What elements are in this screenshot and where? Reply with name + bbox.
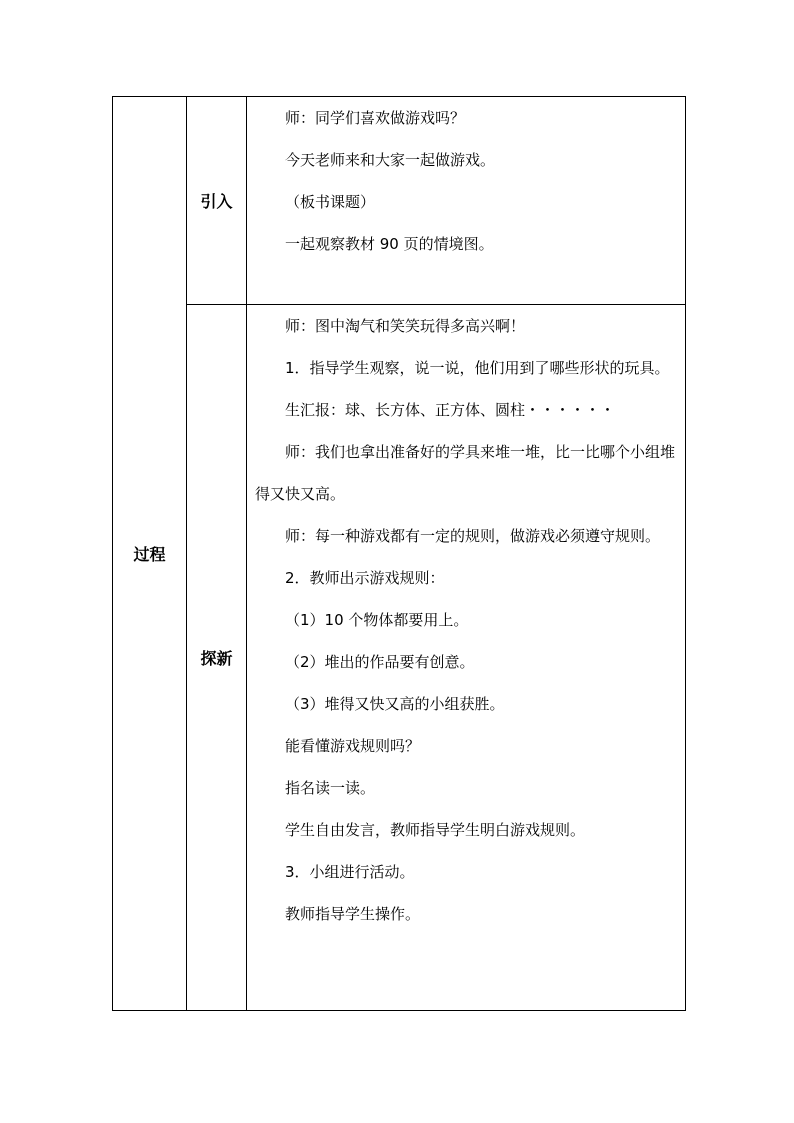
intro-label-cell bbox=[187, 97, 247, 305]
intro-line: 一起观察教材 90 页的情境图。 bbox=[285, 235, 494, 253]
explore-line: 师：每一种游戏都有一定的规则，做游戏必须遵守规则。 bbox=[285, 527, 661, 545]
explore-line: 2．教师出示游戏规则： bbox=[285, 569, 445, 587]
explore-label-cell bbox=[187, 305, 247, 1011]
lesson-plan-table bbox=[112, 96, 686, 1011]
explore-line: （3）堆得又快又高的小组获胜。 bbox=[285, 695, 505, 713]
explore-line: （1）10 个物体都要用上。 bbox=[285, 611, 469, 629]
explore-line: 能看懂游戏规则吗？ bbox=[285, 737, 421, 755]
explore-line: 指名读一读。 bbox=[285, 779, 376, 797]
stage-label: 过程 bbox=[133, 545, 166, 564]
explore-row bbox=[113, 305, 686, 1011]
explore-line: 学生自由发言，教师指导学生明白游戏规则。 bbox=[285, 821, 586, 839]
explore-line: 1．指导学生观察，说一说，他们用到了哪些形状的玩具。 bbox=[285, 359, 670, 377]
intro-line: 师：同学们喜欢做游戏吗？ bbox=[285, 109, 466, 127]
intro-row bbox=[113, 97, 686, 305]
explore-line: 教师指导学生操作。 bbox=[285, 905, 421, 923]
explore-line: 生汇报：球、长方体、正方体、圆柱・・・・・・ bbox=[285, 401, 616, 419]
explore-line: 师：我们也拿出准备好的学具来堆一堆，比一比哪个小组堆得又快又高。 bbox=[255, 443, 676, 503]
intro-line: （板书课题） bbox=[285, 193, 376, 211]
intro-line: 今天老师来和大家一起做游戏。 bbox=[285, 151, 496, 169]
explore-content bbox=[247, 305, 685, 935]
stage-cell bbox=[113, 97, 187, 1011]
intro-label: 引入 bbox=[200, 192, 233, 211]
explore-line: 师：图中淘气和笑笑玩得多高兴啊！ bbox=[285, 317, 526, 335]
intro-content bbox=[247, 97, 685, 265]
explore-line: （2）堆出的作品要有创意。 bbox=[285, 653, 475, 671]
explore-content-cell bbox=[247, 305, 686, 1011]
explore-label: 探新 bbox=[200, 649, 233, 668]
explore-line: 3．小组进行活动。 bbox=[285, 863, 415, 881]
intro-content-cell bbox=[247, 97, 686, 305]
